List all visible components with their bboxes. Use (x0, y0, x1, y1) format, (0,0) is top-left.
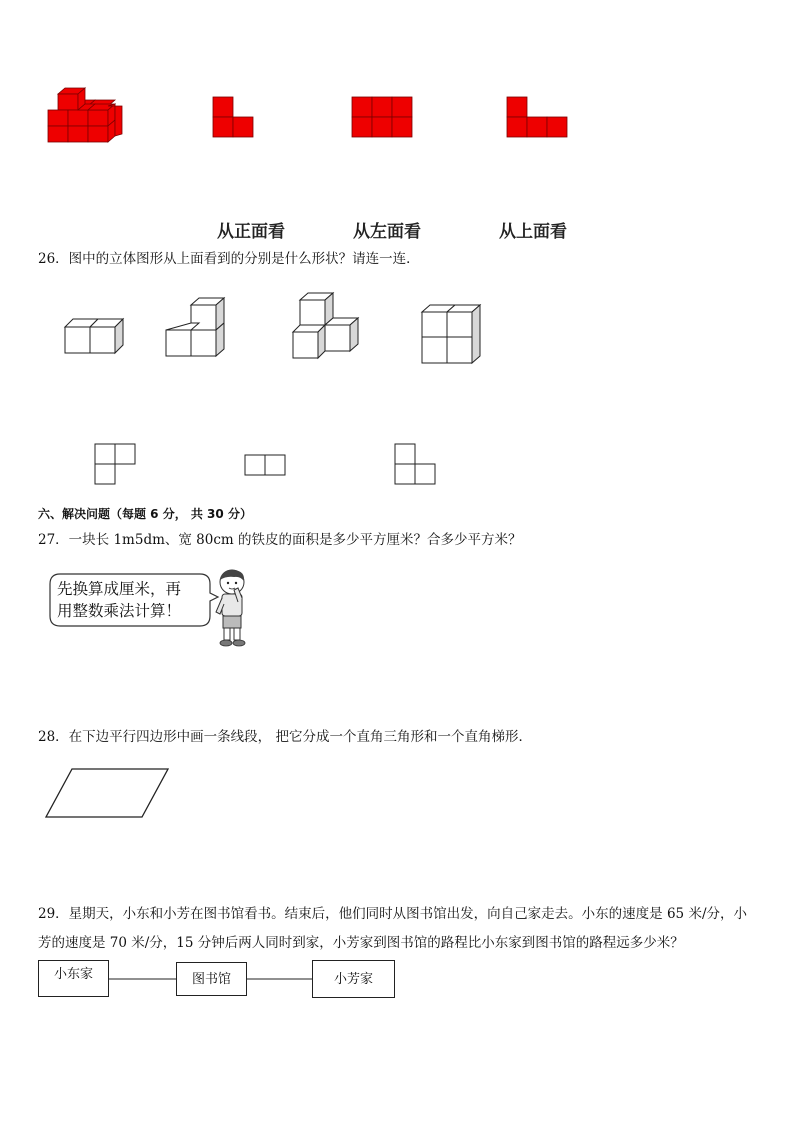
box-xiaodong-home: 小东家 (38, 960, 109, 997)
question-29-line-1: 29．星期天，小东和小芳在图书馆看书。结束后，他们同时从图书馆出发，向自己家走去。小东的速度是 65 米/分，小 (38, 906, 747, 922)
box-library: 图书馆 (176, 962, 247, 996)
top-view-label: 从上面看 (499, 222, 567, 242)
left-view-label: 从左面看 (353, 222, 421, 242)
question-28: 28．在下边平行四边形中画一条线段， 把它分成一个直角三角形和一个直角梯形． (38, 729, 532, 745)
question-29-line-2: 芳的速度是 70 米/分，15 分钟后两人同时到家，小芳家到图书馆的路程比小东家到图书馆的路程远多少米？ (38, 935, 684, 951)
question-27: 27．一块长 1m5dm、宽 80cm 的铁皮的面积是多少平方厘米？合多少平方米？ (38, 532, 522, 548)
section-6-title: 六、解决问题（每题 6 分， 共 30 分） (38, 507, 252, 521)
box-xiaofang-home: 小芳家 (312, 960, 395, 998)
question-26: 26．图中的立体图形从上面看到的分别是什么形状？请连一连． (38, 251, 420, 267)
bubble-line-2: 用整数乘法计算！ (57, 602, 182, 620)
front-view-label: 从正面看 (217, 222, 285, 242)
bubble-line-1: 先换算成厘米，再 (57, 580, 182, 598)
